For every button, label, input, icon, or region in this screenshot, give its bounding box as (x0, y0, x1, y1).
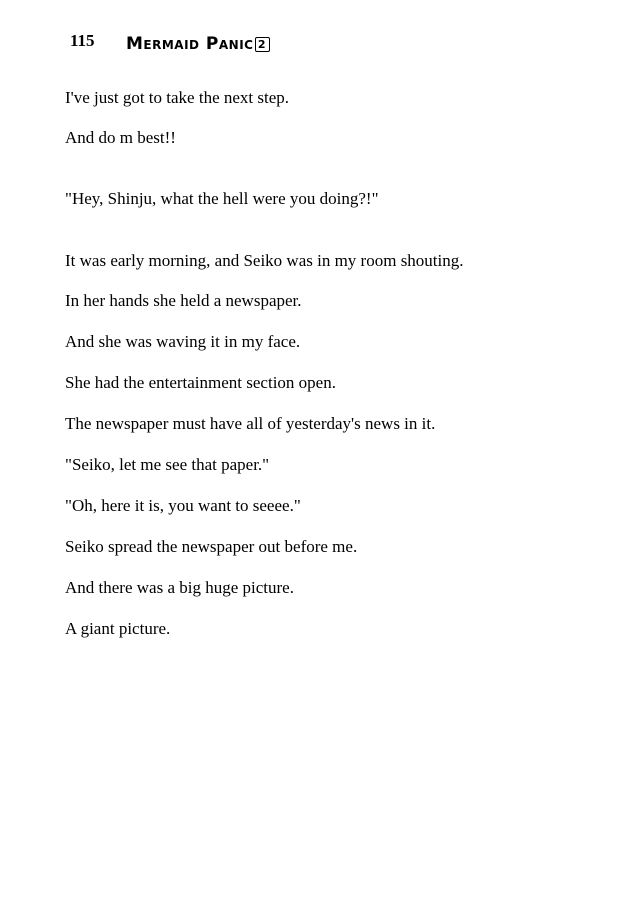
book-title (126, 33, 270, 55)
text-line: "Seiko, let me see that paper." (65, 455, 270, 474)
text-line: Seiko spread the newspaper out before me. (65, 537, 358, 556)
text-line: "Oh, here it is, you want to seeee." (65, 496, 301, 515)
page-number: 115 (70, 31, 95, 50)
text-line: It was early morning, and Seiko was in my room shouting. (65, 251, 464, 270)
text-line: And there was a big huge picture. (65, 578, 294, 597)
page-header (70, 30, 470, 60)
text-line: I've just got to take the next step. (65, 88, 290, 107)
text-line: The newspaper must have all of yesterday's news in it. (65, 414, 436, 433)
text-line: And she was waving it in my face. (65, 332, 301, 351)
text-line: A giant picture. (65, 619, 171, 638)
text-line: She had the entertainment section open. (65, 373, 336, 392)
text-line: "Hey, Shinju, what the hell were you doing?!" (65, 189, 379, 208)
text-line: In her hands she held a newspaper. (65, 291, 302, 310)
text-line: And do m best!! (65, 128, 176, 147)
book-title-text: Mermaid Panic (126, 34, 254, 54)
volume-number-badge: 2 (255, 37, 270, 52)
